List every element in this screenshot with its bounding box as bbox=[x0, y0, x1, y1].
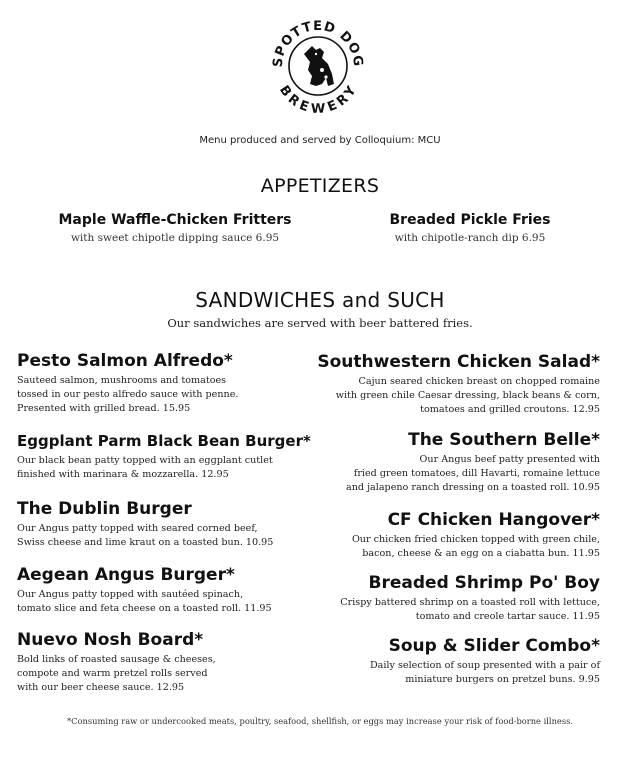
item-name: The Dublin Burger bbox=[17, 499, 192, 519]
item-name: Aegean Angus Burger* bbox=[17, 565, 235, 585]
item-desc: Our Angus patty topped with sautéed spinach, tomato slice and feta cheese on a toasted roll. 11.95 bbox=[17, 589, 272, 614]
menu-item bbox=[310, 352, 600, 417]
item-desc: Sauteed salmon, mushrooms and tomatoes tossed in our pesto alfredo sauce with penne. Presented with grilled bread. 15.95 bbox=[17, 375, 239, 414]
dog-icon bbox=[304, 46, 334, 86]
menu-item bbox=[17, 431, 311, 482]
item-desc: Cajun seared chicken breast on chopped romaine with green chile Caesar dressing, black beans & corn, tomatoes and grilled croutons. 12.95 bbox=[335, 376, 600, 415]
logo-top-text: SPOTTED DOG bbox=[270, 18, 366, 68]
item-name: Nuevo Nosh Board* bbox=[17, 630, 204, 650]
item-name: Breaded Shrimp Po' Boy bbox=[368, 573, 600, 593]
menu-item bbox=[310, 510, 600, 561]
item-name: CF Chicken Hangover* bbox=[387, 510, 600, 530]
item-desc: Crispy battered shrimp on a toasted roll with lettuce, tomato and creole tartar sauce. 11.95 bbox=[340, 597, 600, 622]
menu-item bbox=[310, 636, 600, 687]
menu-item bbox=[17, 565, 307, 616]
appetizer-item bbox=[340, 212, 600, 244]
appetizer-name: Maple Waffle-Chicken Fritters bbox=[58, 212, 292, 228]
item-desc: Our Angus beef patty presented with fried green tomatoes, dill Havarti, romaine lettuce and jalapeno ranch dressing on a toasted roll. 10.95 bbox=[345, 454, 600, 493]
item-name: Southwestern Chicken Salad* bbox=[317, 352, 600, 372]
item-name: Eggplant Parm Black Bean Burger* bbox=[17, 432, 311, 450]
menu-item bbox=[17, 351, 307, 416]
appetizer-desc: with chipotle-ranch dip 6.95 bbox=[394, 232, 546, 244]
sandwiches-heading: SANDWICHES and SUCH bbox=[195, 288, 445, 312]
menu-item bbox=[17, 630, 307, 695]
item-desc: Our chicken fried chicken topped with green chile, bacon, cheese & an egg on a ciabatta bun. 11.95 bbox=[351, 534, 600, 559]
item-desc: Bold links of roasted sausage & cheeses, compote and warm pretzel rolls served with our beer cheese sauce. 12.95 bbox=[17, 654, 216, 693]
item-desc: Our Angus patty topped with seared corned beef, Swiss cheese and lime kraut on a toasted bun. 10.95 bbox=[17, 523, 274, 548]
logo-bottom-text: BREWERY bbox=[275, 83, 361, 114]
appetizer-name: Breaded Pickle Fries bbox=[389, 212, 551, 228]
item-desc: Our black bean patty topped with an eggplant cutlet finished with marinara & mozzarella. 12.95 bbox=[17, 455, 273, 480]
item-name: The Southern Belle* bbox=[408, 430, 600, 450]
produced-by-text: Menu produced and served by Colloquium: MCU bbox=[199, 135, 441, 146]
appetizer-item bbox=[40, 212, 310, 244]
menu-item bbox=[17, 499, 307, 550]
appetizers-heading: APPETIZERS bbox=[260, 175, 380, 197]
food-safety-disclaimer: *Consuming raw or undercooked meats, poultry, seafood, shellfish, or eggs may increase your risk of food-borne illness. bbox=[67, 716, 573, 726]
spotted-dog-logo bbox=[268, 14, 368, 114]
sandwiches-subtitle: Our sandwiches are served with beer battered fries. bbox=[167, 316, 473, 330]
menu-item bbox=[310, 430, 600, 495]
item-desc: Daily selection of soup presented with a pair of miniature burgers on pretzel buns. 9.95 bbox=[369, 660, 600, 685]
item-name: Soup & Slider Combo* bbox=[388, 636, 600, 656]
svg-text:BREWERY bbox=[276, 83, 360, 114]
item-name: Pesto Salmon Alfredo* bbox=[17, 351, 233, 371]
menu-item bbox=[310, 573, 600, 624]
appetizer-desc: with sweet chipotle dipping sauce 6.95 bbox=[70, 232, 280, 244]
